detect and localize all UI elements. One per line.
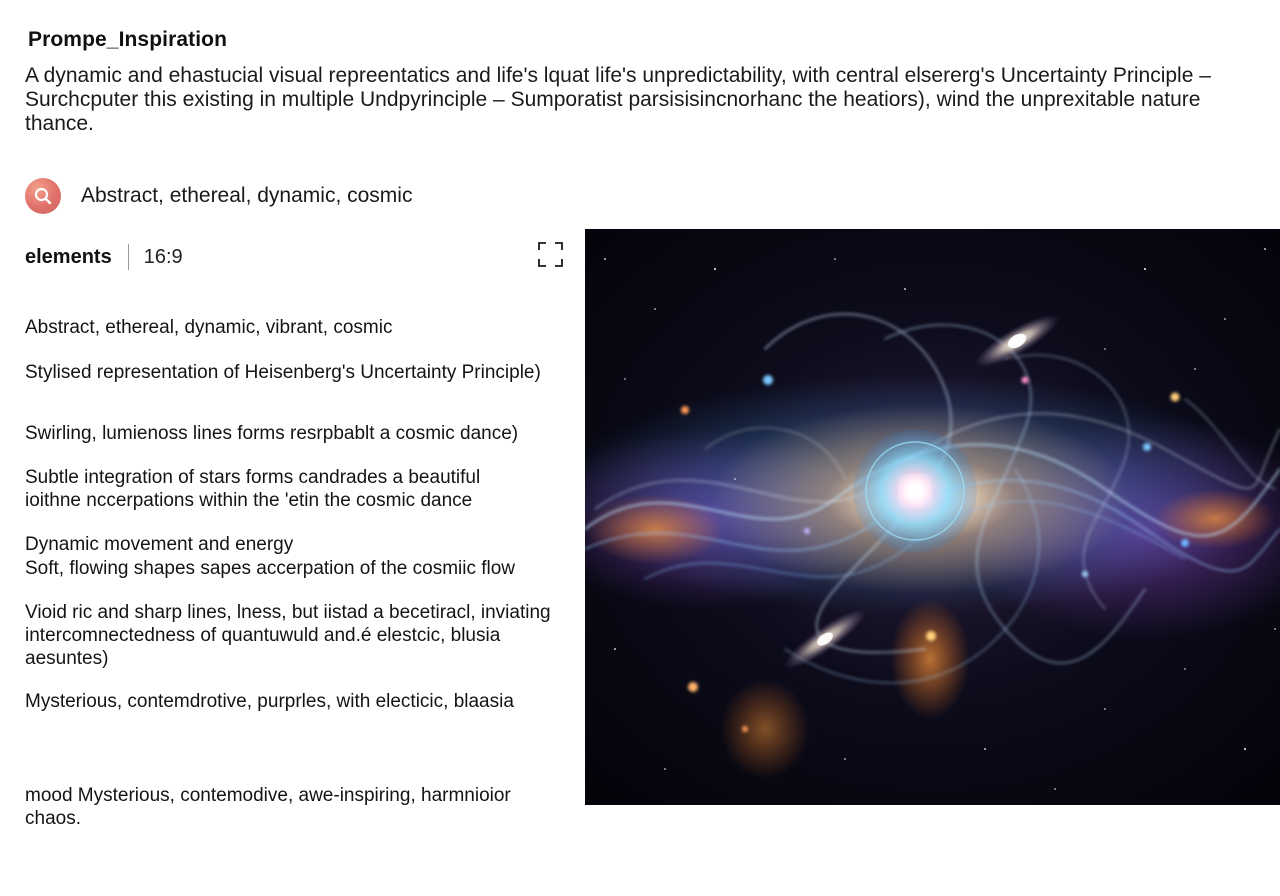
options-divider <box>128 244 129 270</box>
detail-subject: Stylised representation of Heisenberg's Uncertainty Principle) <box>25 362 541 383</box>
search-query[interactable]: Abstract, ethereal, dynamic, cosmic <box>81 184 413 207</box>
detail-vivid-1: Vioid ric and sharp lines, lness, but iistad a becetiracl, inviating <box>25 602 551 623</box>
expand-icon[interactable] <box>537 241 564 268</box>
page-title: Prompe_Inspiration <box>28 28 228 51</box>
options-row <box>25 244 183 270</box>
elements-label[interactable]: elements <box>25 245 112 268</box>
detail-style: Abstract, ethereal, dynamic, vibrant, cosmic <box>25 317 393 338</box>
detail-mood: mood Mysterious, contemodive, awe-inspiring, harmnioior chaos. <box>25 785 511 829</box>
search-row[interactable] <box>25 178 412 214</box>
detail-vivid-2: intercomnectedness of quantuwuld and.é elestcic, blusia <box>25 625 501 646</box>
detail-palette: Mysterious, contemdrotive, purprles, with electicic, blaasia <box>25 691 514 712</box>
detail-movement-2: Soft, flowing shapes sapes accerpation of the cosmiic flow <box>25 558 516 579</box>
search-badge[interactable] <box>25 178 61 214</box>
search-icon <box>33 186 53 206</box>
detail-stars-2: ioithne nccerpations within the 'etin the cosmic dance <box>25 490 473 511</box>
detail-movement-1: Dynamic movement and energy <box>25 534 294 555</box>
detail-lines: Swirling, lumienoss lines forms resrpbablt a cosmic dance) <box>25 423 519 444</box>
detail-vivid-3: aesuntes) <box>25 648 109 669</box>
cosmic-artwork[interactable] <box>585 229 1280 805</box>
aspect-ratio[interactable]: 16:9 <box>143 245 183 268</box>
detail-stars-1: Subtle integration of stars forms candrades a beautiful <box>25 467 481 488</box>
prompt-description: A dynamic and ehastucial visual repreentatics and life's lquat life's unpredictability, with central elsererg's Uncertainty Principle – Surchcputer this existing in multiple Undpyrinciple – Sumporatist parsisisincnorhanc the heatiors), wind the unprexitable nature thance. <box>25 64 1211 135</box>
